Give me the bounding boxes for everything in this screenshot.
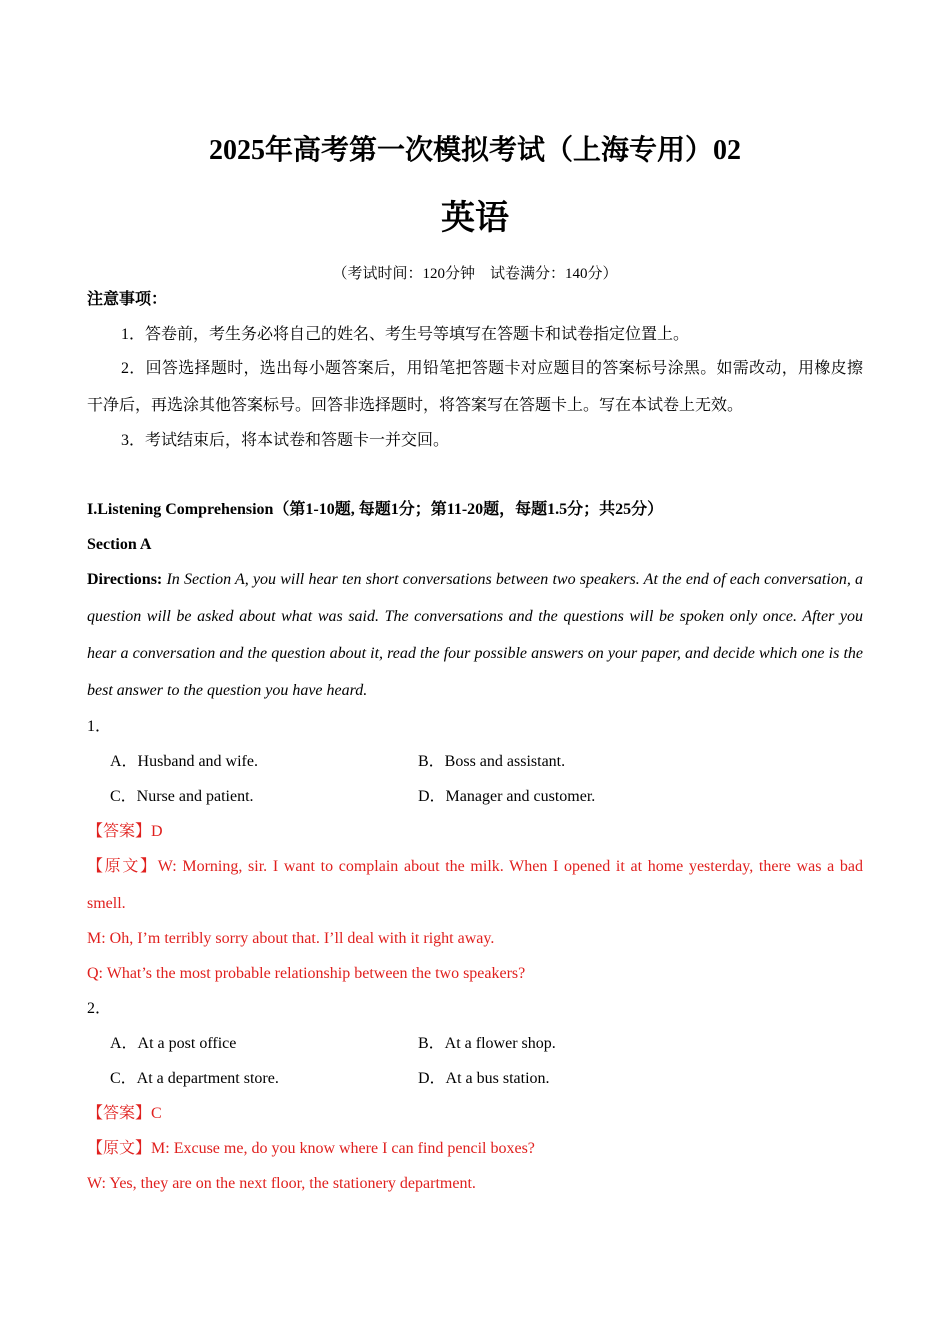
option-c: C．Nurse and patient.	[110, 788, 254, 805]
answer-label: 【答案】	[87, 823, 152, 840]
section-label: Section A	[87, 536, 152, 553]
transcript-line: M: Oh, I’m terribly sorry about that. I’ll deal with it right away.	[87, 930, 495, 947]
part-title: I.Listening Comprehension	[87, 501, 274, 518]
question-number: 1．	[87, 718, 112, 735]
transcript-line	[87, 848, 863, 922]
option-a: A．At a post office	[110, 1035, 237, 1052]
notice-item-2	[87, 350, 863, 424]
option-b: B．At a flower shop.	[418, 1035, 556, 1052]
part-note: （第1-10题, 每题1分；第11-20题，每题1.5分；共25分）	[273, 501, 664, 518]
page-title: 2025年高考第一次模拟考试（上海专用）02	[208, 135, 741, 166]
notice-heading: 注意事项：	[87, 291, 168, 308]
transcript-line: W: Yes, they are on the next floor, the stationery department.	[87, 1175, 476, 1192]
notice-item-2-text: 2．回答选择题时，选出每小题答案后，用铅笔把答题卡对应题目的答案标号涂黑。如需改动，用橡皮擦干净后，再选涂其他答案标号。回答非选择题时，将答案写在答题卡上。写在本试卷上无效。	[87, 360, 863, 414]
transcript-line: Q: What’s the most probable relationship between the two speakers?	[87, 965, 526, 982]
question-number: 2．	[87, 1000, 112, 1017]
exam-info: （考试时间：120分钟 试卷满分：140分）	[332, 266, 618, 282]
notice-item-1: 1．答卷前，考生务必将自己的姓名、考生号等填写在答题卡和试卷指定位置上。	[121, 326, 690, 343]
transcript-text: W: Morning, sir. I want to complain about the milk. When I opened it at home yesterday, there was a bad smell.	[87, 858, 863, 912]
answer-line	[87, 1102, 162, 1126]
answer-label: 【答案】	[87, 1105, 152, 1122]
transcript-label: 【原文】	[87, 858, 158, 875]
directions-label: Directions:	[87, 571, 163, 588]
option-b: B．Boss and assistant.	[418, 753, 566, 770]
notice-item-3: 3．考试结束后，将本试卷和答题卡一并交回。	[121, 432, 450, 449]
answer-value: C	[151, 1105, 162, 1122]
option-c: C．At a department store.	[110, 1070, 279, 1087]
transcript-text: M: Excuse me, do you know where I can find pencil boxes?	[151, 1140, 535, 1157]
directions-text: In Section A, you will hear ten short conversations between two speakers. At the end of each conversation, a question will be asked about what was said. The conversations and the questions will be spoken only once. After you hear a conversation and the question about it, read the four possible answers on your paper, and decide which one is the best answer to the question you have heard.	[87, 571, 864, 699]
answer-value: D	[151, 823, 163, 840]
transcript-line	[87, 1137, 535, 1161]
subject-title: 英语	[441, 200, 509, 237]
transcript-label: 【原文】	[87, 1140, 152, 1157]
option-d: D．At a bus station.	[418, 1070, 550, 1087]
directions	[87, 561, 863, 709]
part-heading	[87, 498, 663, 522]
option-d: D．Manager and customer.	[418, 788, 596, 805]
option-a: A．Husband and wife.	[110, 753, 258, 770]
answer-line	[87, 820, 163, 844]
